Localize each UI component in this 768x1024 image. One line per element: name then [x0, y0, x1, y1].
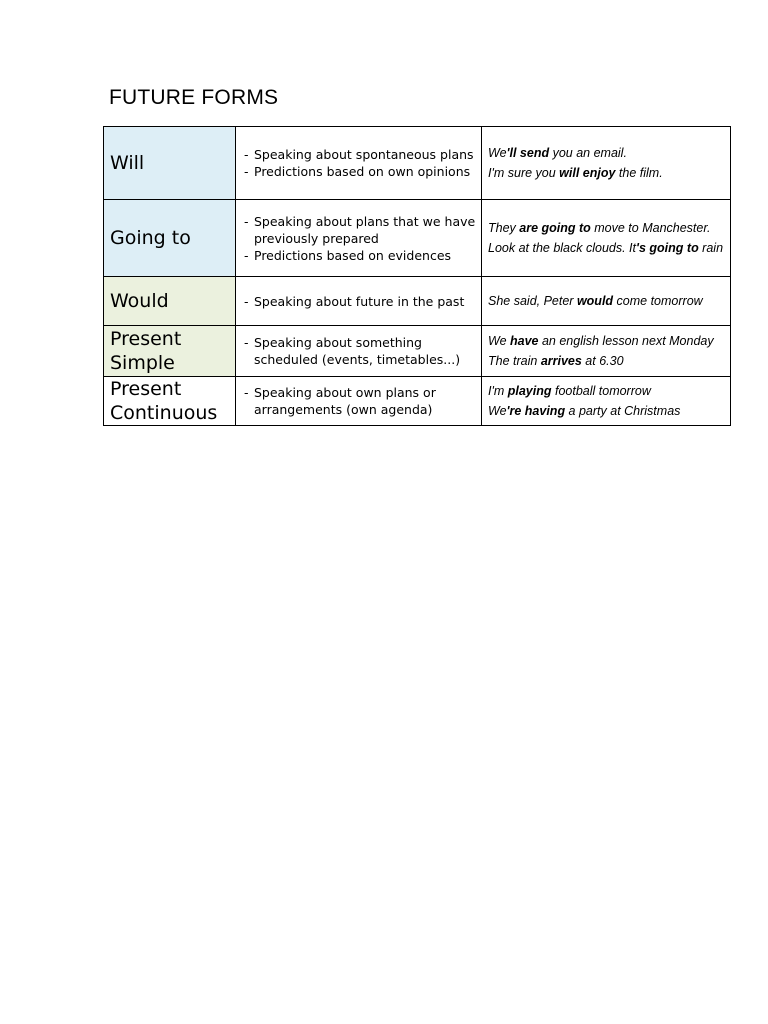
example-cell: [482, 127, 731, 200]
table-row: [104, 377, 731, 426]
form-name-line: Present: [110, 328, 182, 350]
example-cell: [482, 377, 731, 426]
example-line: We're having a party at Christmas: [488, 404, 681, 418]
form-name-would: [104, 277, 236, 326]
usage-item: - Predictions based on evidences: [244, 247, 481, 264]
usage-cell: [236, 200, 482, 277]
table-row: [104, 277, 731, 326]
future-forms-table: [103, 126, 731, 426]
usage-item: - Speaking about future in the past: [244, 293, 481, 310]
example-cell: [482, 326, 731, 377]
example-line: Look at the black clouds. It's going to rain: [488, 241, 724, 255]
usage-item: - Speaking about spontaneous plans: [244, 146, 481, 163]
form-name-present-continuous: [104, 377, 236, 426]
example-line: We have an english lesson next Monday: [488, 334, 714, 348]
usage-item: - Speaking about own plans or arrangements (own agenda): [244, 384, 481, 418]
form-name-going-to: [104, 200, 236, 277]
form-name-line: Present: [110, 378, 182, 400]
form-name-will: [104, 127, 236, 200]
table-row: [104, 127, 731, 200]
usage-list: [236, 293, 481, 310]
example-line: They are going to move to Manchester.: [488, 221, 711, 235]
usage-item: - Speaking about plans that we have previously prepared: [244, 213, 481, 247]
table-row: [104, 200, 731, 277]
form-name: Going to: [110, 227, 191, 249]
usage-list: [236, 146, 481, 180]
usage-cell: [236, 127, 482, 200]
page-title: FUTURE FORMS: [109, 86, 279, 109]
form-name: Would: [110, 290, 169, 312]
form-name: Will: [110, 152, 145, 174]
example-line: I'm sure you will enjoy the film.: [488, 166, 663, 180]
example-cell: [482, 277, 731, 326]
usage-list: [236, 334, 481, 368]
usage-cell: [236, 326, 482, 377]
usage-list: [236, 384, 481, 418]
usage-item: - Predictions based on own opinions: [244, 163, 481, 180]
usage-item: - Speaking about something scheduled (events, timetables...): [244, 334, 481, 368]
example-line: I'm playing football tomorrow: [488, 384, 651, 398]
usage-cell: [236, 377, 482, 426]
form-name-line: Simple: [110, 352, 175, 374]
table-row: [104, 326, 731, 377]
form-name-line: Continuous: [110, 402, 218, 424]
example-line: She said, Peter would come tomorrow: [488, 294, 703, 308]
example-cell: [482, 200, 731, 277]
usage-cell: [236, 277, 482, 326]
usage-list: [236, 213, 481, 264]
example-line: We'll send you an email.: [488, 146, 627, 160]
example-line: The train arrives at 6.30: [488, 354, 624, 368]
form-name-present-simple: [104, 326, 236, 377]
